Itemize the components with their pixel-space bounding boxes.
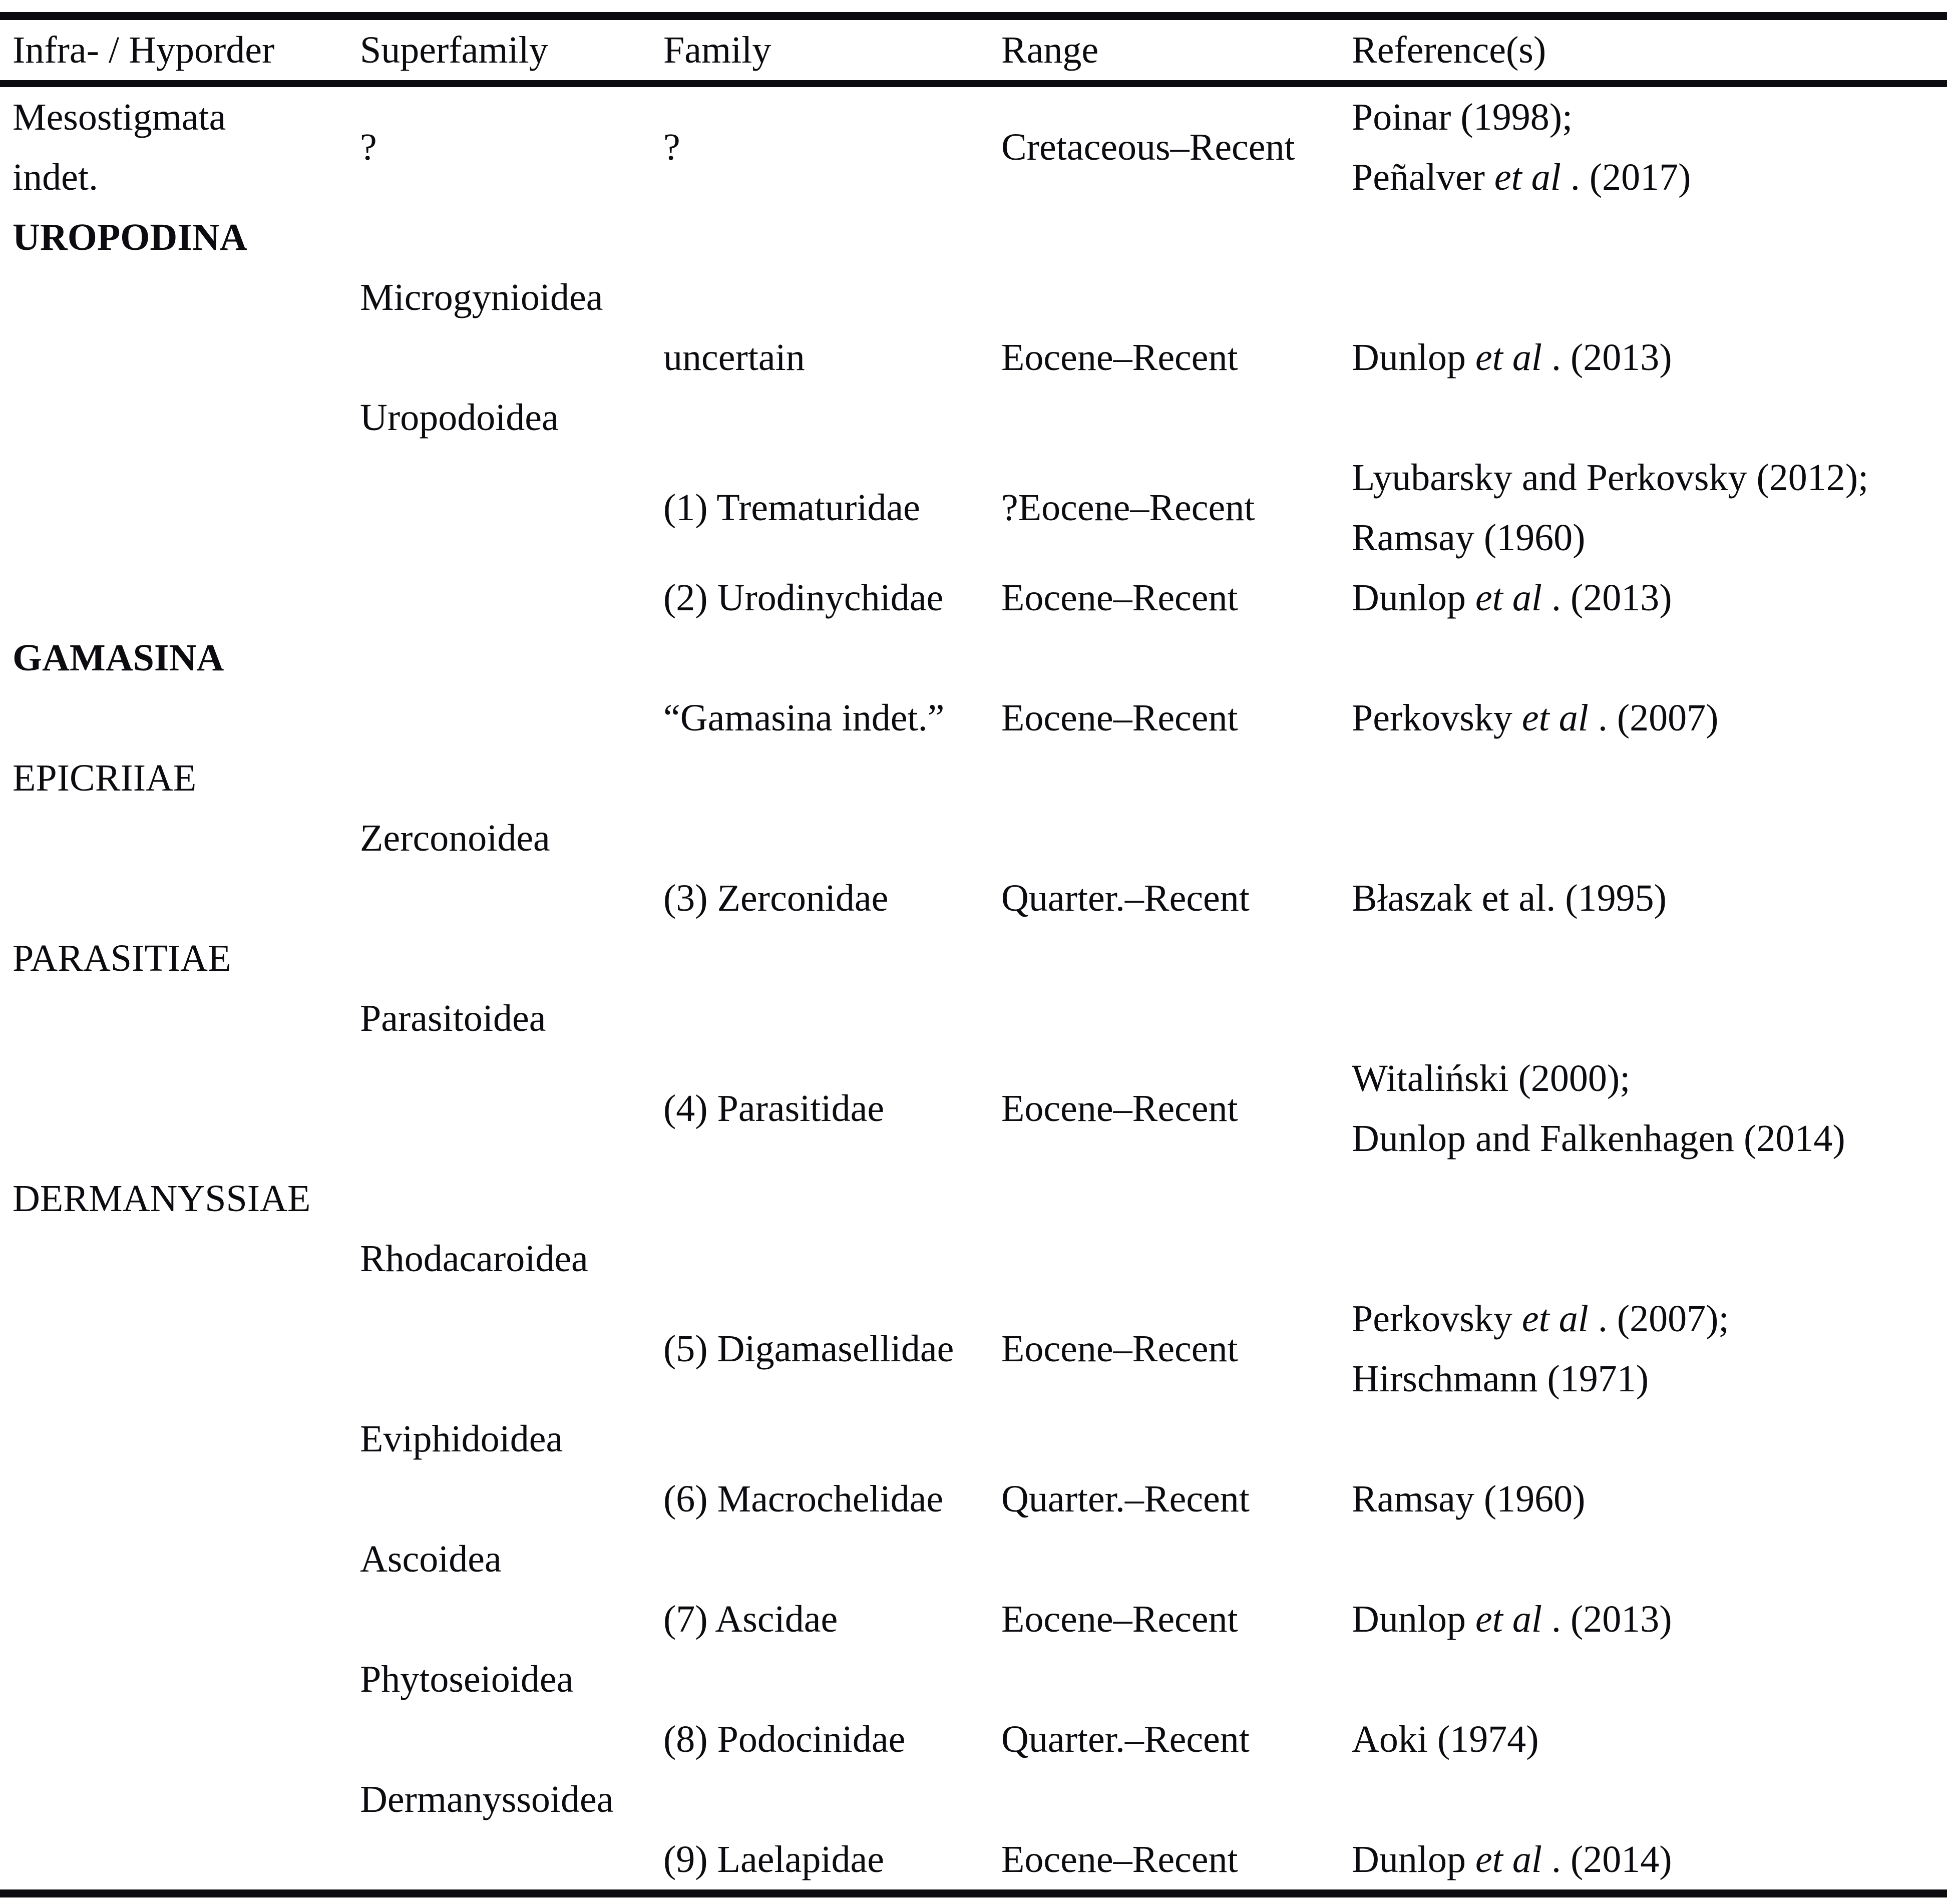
cell-references: [1352, 207, 1947, 267]
column-header-references: Reference(s): [1352, 29, 1546, 71]
cell-references: [1352, 1469, 1947, 1529]
reference-text: Dunlop and Falkenhagen (2014): [1352, 1117, 1845, 1160]
cell-range: Eocene–Recent: [1001, 336, 1238, 378]
section-row: [0, 207, 1947, 267]
table-row: [0, 1289, 1947, 1409]
table-row: [0, 448, 1947, 568]
reference-line: [1352, 147, 1947, 207]
cell-references: [1352, 1709, 1947, 1769]
cell-hyporder: [0, 1709, 360, 1769]
cell-superfamily: Parasitoidea: [360, 997, 546, 1039]
cell-superfamily: Phytoseioidea: [360, 1658, 574, 1700]
cell-references: [1352, 1529, 1947, 1589]
cell-family: [663, 1769, 1001, 1829]
cell-references: [1352, 327, 1947, 388]
superfamily-row: [0, 1409, 1947, 1469]
cell-family: [663, 1649, 1001, 1709]
cell-superfamily: [360, 1589, 663, 1649]
column-header-hyporder: Infra- / Hyporder: [13, 29, 275, 71]
cell-references: [1352, 1769, 1947, 1829]
cell-range: [1001, 808, 1352, 868]
superfamily-row: [0, 267, 1947, 327]
cell-hyporder: [0, 808, 360, 868]
reference-text: Witaliński (2000);: [1352, 1057, 1631, 1099]
cell-family: [663, 207, 1001, 267]
etal-italic: et al: [1494, 156, 1561, 198]
cell-superfamily: [360, 568, 663, 628]
cell-references: [1352, 1409, 1947, 1469]
reference-text: Dunlop: [1352, 1838, 1475, 1880]
reference-text: Perkovsky: [1352, 697, 1522, 739]
cell-references: [1352, 688, 1947, 748]
cell-hyporder: [0, 1769, 360, 1829]
reference-text: Dunlop: [1352, 336, 1475, 378]
cell-references: [1352, 1649, 1947, 1709]
cell-references: [1352, 1229, 1947, 1289]
cell-superfamily: [360, 1829, 663, 1893]
cell-family: [663, 267, 1001, 327]
reference-text: . (2013): [1541, 336, 1672, 378]
cell-family: [663, 1169, 1001, 1229]
section-row: [0, 748, 1947, 808]
superfamily-row: [0, 1229, 1947, 1289]
cell-superfamily: [360, 1469, 663, 1529]
reference-text: . (2007): [1588, 697, 1719, 739]
reference-text: Dunlop: [1352, 577, 1475, 619]
cell-superfamily: Zerconoidea: [360, 817, 550, 859]
cell-superfamily: [360, 688, 663, 748]
text-line: indet.: [13, 156, 98, 198]
cell-family: (4) Parasitidae: [663, 1087, 885, 1129]
cell-family: [663, 628, 1001, 688]
cell-range: [1001, 267, 1352, 327]
cell-range: [1001, 748, 1352, 808]
cell-hyporder: [0, 1048, 360, 1169]
table-row: [0, 1048, 1947, 1169]
reference-text: Lyubarsky and Perkovsky (2012);: [1352, 457, 1869, 499]
cell-family: (9) Laelapidae: [663, 1838, 884, 1880]
cell-range: Eocene–Recent: [1001, 1838, 1238, 1880]
cell-family: [663, 988, 1001, 1048]
reference-text: Hirschmann (1971): [1352, 1358, 1649, 1400]
table-row: [0, 688, 1947, 748]
cell-hyporder: [0, 84, 360, 207]
cell-family: uncertain: [663, 336, 805, 378]
table-row: [0, 327, 1947, 388]
cell-hyporder: [0, 1469, 360, 1529]
reference-line: [1352, 327, 1947, 388]
cell-references: [1352, 1289, 1947, 1409]
cell-range: Quarter.–Recent: [1001, 1478, 1250, 1520]
cell-range: [1001, 388, 1352, 448]
table-row: [0, 868, 1947, 928]
reference-line: [1352, 1589, 1947, 1649]
reference-text: Perkovsky: [1352, 1298, 1522, 1340]
cell-family: [663, 748, 1001, 808]
etal-italic: et al: [1475, 577, 1542, 619]
cell-hyporder: EPICRIIAE: [13, 757, 197, 799]
cell-superfamily: [360, 327, 663, 388]
reference-line: [1352, 448, 1947, 508]
superfamily-row: [0, 388, 1947, 448]
cell-superfamily: [360, 207, 663, 267]
cell-references: [1352, 568, 1947, 628]
cell-hyporder: [0, 267, 360, 327]
cell-hyporder: DERMANYSSIAE: [13, 1178, 311, 1220]
cell-references: [1352, 868, 1947, 928]
reference-line: [1352, 1469, 1947, 1529]
reference-line: [1352, 568, 1947, 628]
column-header-superfamily: Superfamily: [360, 29, 548, 71]
cell-superfamily: [360, 1048, 663, 1169]
table-row: [0, 1469, 1947, 1529]
superfamily-row: [0, 1649, 1947, 1709]
cell-hyporder: [0, 1589, 360, 1649]
superfamily-row: [0, 808, 1947, 868]
reference-line: [1352, 1108, 1947, 1169]
cell-hyporder: [0, 448, 360, 568]
cell-range: [1001, 928, 1352, 988]
cell-superfamily: ?: [360, 126, 377, 168]
reference-text: . (2013): [1541, 577, 1672, 619]
section-row: [0, 1169, 1947, 1229]
cell-hyporder: GAMASINA: [13, 637, 224, 679]
cell-superfamily: Eviphidoidea: [360, 1418, 563, 1460]
table-row: [0, 1589, 1947, 1649]
cell-references: [1352, 928, 1947, 988]
reference-line: [1352, 868, 1947, 928]
cell-references: [1352, 267, 1947, 327]
reference-line: [1352, 1829, 1947, 1889]
reference-line: [1352, 87, 1947, 147]
cell-references: [1352, 988, 1947, 1048]
cell-references: [1352, 1048, 1947, 1169]
cell-superfamily: [360, 1289, 663, 1409]
column-header-range: Range: [1001, 29, 1099, 71]
cell-hyporder: [0, 1529, 360, 1589]
cell-hyporder: [0, 868, 360, 928]
cell-references: [1352, 84, 1947, 207]
cell-hyporder: [0, 1649, 360, 1709]
reference-line: [1352, 508, 1947, 568]
cell-range: Quarter.–Recent: [1001, 1718, 1250, 1760]
cell-hyporder: [0, 388, 360, 448]
etal-italic: et al: [1521, 1298, 1589, 1340]
cell-family: [663, 1409, 1001, 1469]
cell-references: [1352, 1169, 1947, 1229]
cell-family: (8) Podocinidae: [663, 1718, 906, 1760]
cell-range: [1001, 1649, 1352, 1709]
cell-references: [1352, 808, 1947, 868]
header-row: [0, 16, 1947, 84]
section-row: [0, 628, 1947, 688]
reference-text: Ramsay (1960): [1352, 1478, 1586, 1520]
cell-range: [1001, 628, 1352, 688]
reference-line: [1352, 1709, 1947, 1769]
cell-superfamily: [360, 928, 663, 988]
cell-range: Cretaceous–Recent: [1001, 126, 1295, 168]
cell-range: Eocene–Recent: [1001, 1087, 1238, 1129]
reference-text: Peñalver: [1352, 156, 1494, 198]
superfamily-row: [0, 1529, 1947, 1589]
cell-family: [663, 1229, 1001, 1289]
cell-family: (3) Zerconidae: [663, 877, 889, 919]
superfamily-row: [0, 988, 1947, 1048]
table-row: [0, 84, 1947, 207]
cell-superfamily: Ascoidea: [360, 1538, 502, 1580]
cell-range: ?Eocene–Recent: [1001, 487, 1255, 529]
cell-range: Eocene–Recent: [1001, 577, 1238, 619]
etal-italic: et al: [1521, 697, 1589, 739]
cell-superfamily: [360, 868, 663, 928]
cell-range: [1001, 1769, 1352, 1829]
superfamily-row: [0, 1769, 1947, 1829]
cell-hyporder: PARASITIAE: [13, 937, 231, 979]
cell-family: (2) Urodinychidae: [663, 577, 944, 619]
cell-references: [1352, 628, 1947, 688]
cell-family: (6) Macrochelidae: [663, 1478, 944, 1520]
cell-range: [1001, 207, 1352, 267]
cell-family: (5) Digamasellidae: [663, 1328, 954, 1370]
cell-hyporder: [0, 568, 360, 628]
cell-superfamily: Rhodacaroidea: [360, 1238, 588, 1280]
cell-range: Eocene–Recent: [1001, 1598, 1238, 1640]
cell-family: [663, 1529, 1001, 1589]
cell-family: (1) Trematuridae: [663, 487, 920, 529]
cell-references: [1352, 748, 1947, 808]
cell-hyporder: [0, 1829, 360, 1893]
table-row: [0, 1709, 1947, 1769]
cell-references: [1352, 1589, 1947, 1649]
cell-superfamily: [360, 1169, 663, 1229]
cell-family: “Gamasina indet.”: [663, 697, 945, 739]
cell-range: [1001, 988, 1352, 1048]
cell-superfamily: [360, 448, 663, 568]
etal-italic: et al: [1475, 1838, 1542, 1880]
cell-superfamily: Dermanyssoidea: [360, 1778, 614, 1820]
reference-text: Dunlop: [1352, 1598, 1475, 1640]
cell-superfamily: [360, 1709, 663, 1769]
cell-range: [1001, 1229, 1352, 1289]
cell-family: [663, 808, 1001, 868]
reference-line: [1352, 1048, 1947, 1108]
cell-hyporder: [0, 1409, 360, 1469]
reference-text: Aoki (1974): [1352, 1718, 1539, 1760]
reference-text: . (2014): [1541, 1838, 1672, 1880]
table-row: [0, 568, 1947, 628]
reference-text: . (2013): [1541, 1598, 1672, 1640]
cell-range: [1001, 1529, 1352, 1589]
reference-line: [1352, 1289, 1947, 1349]
cell-family: [663, 388, 1001, 448]
reference-line: [1352, 688, 1947, 748]
taxonomy-table: [0, 12, 1947, 1897]
cell-superfamily: [360, 628, 663, 688]
cell-family: ?: [663, 126, 680, 168]
table-row: [0, 1829, 1947, 1893]
etal-italic: et al: [1475, 336, 1542, 378]
cell-family: [663, 928, 1001, 988]
cell-superfamily: Microgynioidea: [360, 276, 603, 318]
cell-references: [1352, 1829, 1947, 1893]
cell-range: Eocene–Recent: [1001, 1328, 1238, 1370]
reference-line: [1352, 1349, 1947, 1409]
cell-family: (7) Ascidae: [663, 1598, 838, 1640]
reference-text: Błaszak et al. (1995): [1352, 877, 1667, 919]
cell-hyporder: [0, 1229, 360, 1289]
cell-hyporder: [0, 688, 360, 748]
section-row: [0, 928, 1947, 988]
etal-italic: et al: [1475, 1598, 1542, 1640]
cell-hyporder: [0, 327, 360, 388]
cell-superfamily: Uropodoidea: [360, 397, 559, 439]
column-header-family: Family: [663, 29, 771, 71]
cell-range: Quarter.–Recent: [1001, 877, 1250, 919]
cell-range: Eocene–Recent: [1001, 697, 1238, 739]
cell-hyporder: [0, 1289, 360, 1409]
cell-superfamily: [360, 748, 663, 808]
cell-hyporder: [0, 988, 360, 1048]
text-line: Mesostigmata: [13, 96, 226, 138]
reference-text: . (2017): [1561, 156, 1691, 198]
cell-references: [1352, 388, 1947, 448]
cell-references: [1352, 448, 1947, 568]
cell-hyporder: UROPODINA: [13, 216, 247, 258]
cell-range: [1001, 1409, 1352, 1469]
cell-range: [1001, 1169, 1352, 1229]
reference-text: Poinar (1998);: [1352, 96, 1573, 138]
reference-text: . (2007);: [1588, 1298, 1729, 1340]
reference-text: Ramsay (1960): [1352, 517, 1586, 559]
